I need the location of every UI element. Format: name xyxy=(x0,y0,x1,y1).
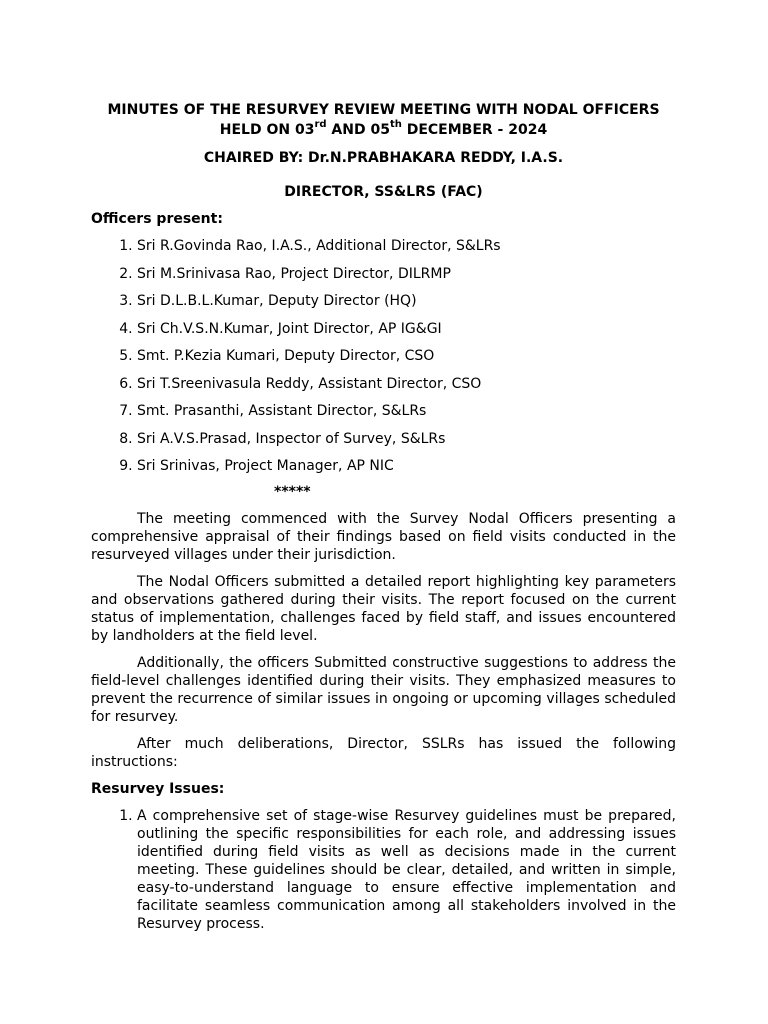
resurvey-issues-list xyxy=(91,807,676,933)
paragraph: After much deliberations, Director, SSLRs has issued the following instructions: xyxy=(91,735,676,770)
list-item: 9. Sri Srinivas, Project Manager, AP NIC xyxy=(137,456,676,476)
list-item: 2. Sri M.Srinivasa Rao, Project Director, DILRMP xyxy=(137,264,676,284)
ordinal-suffix-rd: rd xyxy=(314,119,327,131)
list-item: 5. Smt. P.Kezia Kumari, Deputy Director, CSO xyxy=(137,346,676,366)
list-item: 3. Sri D.L.B.L.Kumar, Deputy Director (HQ) xyxy=(137,291,676,311)
paragraph: The Nodal Officers submitted a detailed report highlighting key parameters and observations gathered during their visits. The report focused on the current status of implementation, challenges faced by field staff, and issues encountered by landholders at the field level. xyxy=(91,573,676,644)
list-item: 1. Sri R.Govinda Rao, I.A.S., Additional Director, S&LRs xyxy=(137,236,676,256)
paragraph: The meeting commenced with the Survey Nodal Officers presenting a comprehensive appraisal of their findings based on field visits conducted in the resurveyed villages under their jurisdiction. xyxy=(91,510,676,563)
list-item: 6. Sri T.Sreenivasula Reddy, Assistant Director, CSO xyxy=(137,374,676,394)
section-separator: ***** xyxy=(274,483,311,500)
resurvey-issues-heading: Resurvey Issues: xyxy=(91,780,225,797)
ordinal-suffix-th: th xyxy=(389,119,402,131)
list-item: 7. Smt. Prasanthi, Assistant Director, S&LRs xyxy=(137,401,676,421)
meeting-dates xyxy=(91,120,676,140)
paragraph: Additionally, the officers Submitted constructive suggestions to address the field-level challenges identified during their visits. They emphasized measures to prevent the recurrence of similar issues in ongoing or upcoming villages scheduled for resurvey. xyxy=(91,654,676,725)
list-item: 4. Sri Ch.V.S.N.Kumar, Joint Director, AP IG&GI xyxy=(137,319,676,339)
officers-heading: Officers present: xyxy=(91,211,223,227)
dates-prefix: HELD ON 03 xyxy=(219,122,315,138)
list-item: 1. A comprehensive set of stage-wise Resurvey guidelines must be prepared, outlining the specific responsibilities for each role, and addressing issues identified during field visits as well as decisions made in the current meeting. These guidelines should be clear, detailed, and written in simple, easy-to-understand language to ensure effective implementation and facilitate seamless communication among all stakeholders involved in the Resurvey process. xyxy=(137,807,676,933)
chaired-by: CHAIRED BY: Dr.N.PRABHAKARA REDDY, I.A.S. xyxy=(203,150,564,166)
director-designation: DIRECTOR, SS&LRS (FAC) xyxy=(284,184,483,200)
document-title: MINUTES OF THE RESURVEY REVIEW MEETING WITH NODAL OFFICERS xyxy=(107,102,660,118)
dates-suffix: DECEMBER - 2024 xyxy=(401,122,548,138)
officers-list xyxy=(91,236,676,476)
dates-middle: AND 05 xyxy=(326,122,390,138)
list-item: 8. Sri A.V.S.Prasad, Inspector of Survey, S&LRs xyxy=(137,429,676,449)
